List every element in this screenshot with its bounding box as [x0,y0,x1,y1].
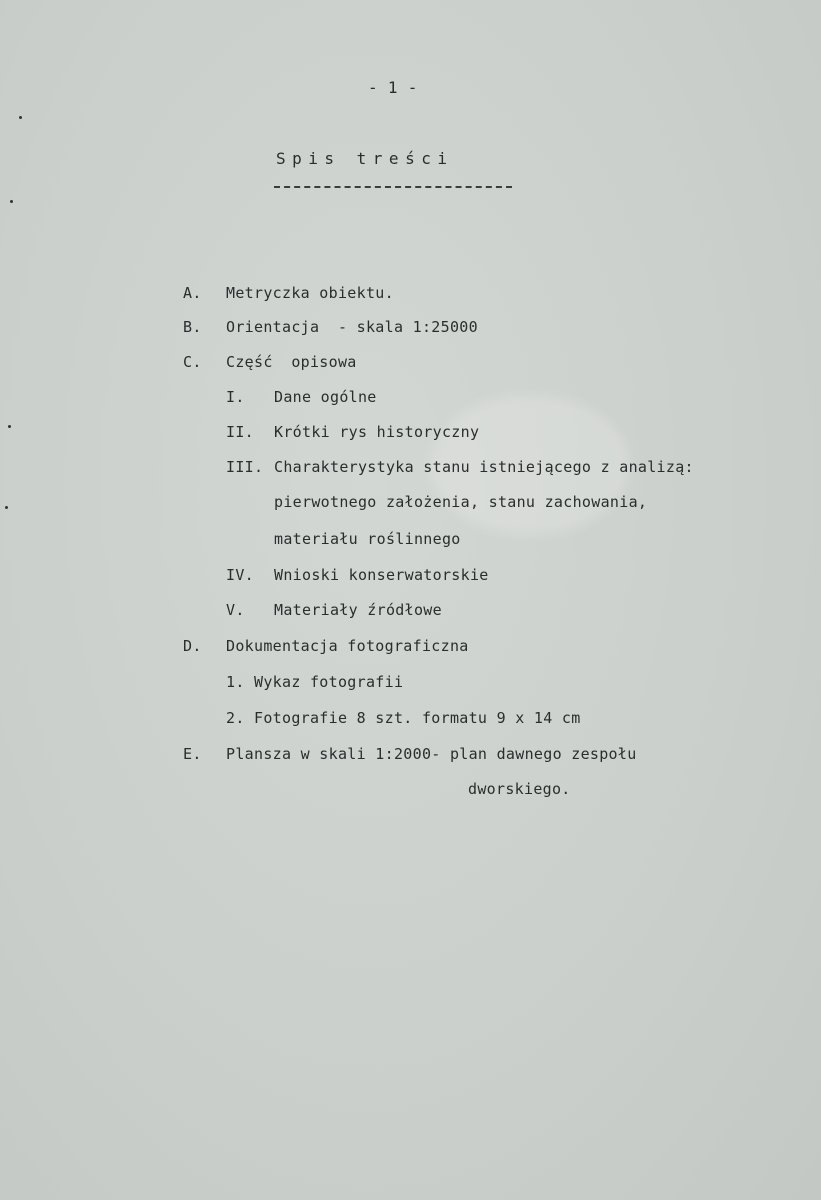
toc-marker: B. [183,318,202,336]
toc-entry: Wnioski konserwatorskie [274,566,489,584]
toc-marker: I. [226,388,245,406]
toc-marker: V. [226,601,245,619]
toc-marker: D. [183,637,202,655]
toc-entry: Krótki rys historyczny [274,423,480,441]
toc-entry: Metryczka obiektu. [226,284,394,302]
toc-marker: III. [226,458,264,476]
toc-entry-continuation: materiału roślinnego [274,530,461,548]
margin-dot [19,116,22,119]
title-underline [274,186,512,188]
page-title: Spis treści [276,149,454,168]
toc-marker: C. [183,353,202,371]
toc-entry: Dane ogólne [274,388,377,406]
toc-marker: IV. [226,566,254,584]
toc-entry-continuation: dworskiego. [468,780,571,798]
toc-entry-continuation: pierwotnego założenia, stanu zachowania, [274,493,648,511]
toc-entry: Materiały źródłowe [274,601,442,619]
toc-marker: E. [183,745,202,763]
margin-dot [10,200,13,203]
margin-dot [8,425,11,428]
toc-entry: Charakterystyka stanu istniejącego z analizą: [274,458,694,476]
toc-entry: Plansza w skali 1:2000- plan dawnego zespołu [226,745,637,763]
page-number: - 1 - [368,78,418,97]
toc-entry: Część opisowa [226,353,357,371]
toc-marker: A. [183,284,202,302]
toc-entry: Dokumentacja fotograficzna [226,637,469,655]
toc-marker: II. [226,423,254,441]
toc-subentry: 2. Fotografie 8 szt. formatu 9 x 14 cm [226,709,581,727]
margin-dot [5,506,8,509]
toc-subentry: 1. Wykaz fotografii [226,673,404,691]
toc-entry: Orientacja - skala 1:25000 [226,318,478,336]
